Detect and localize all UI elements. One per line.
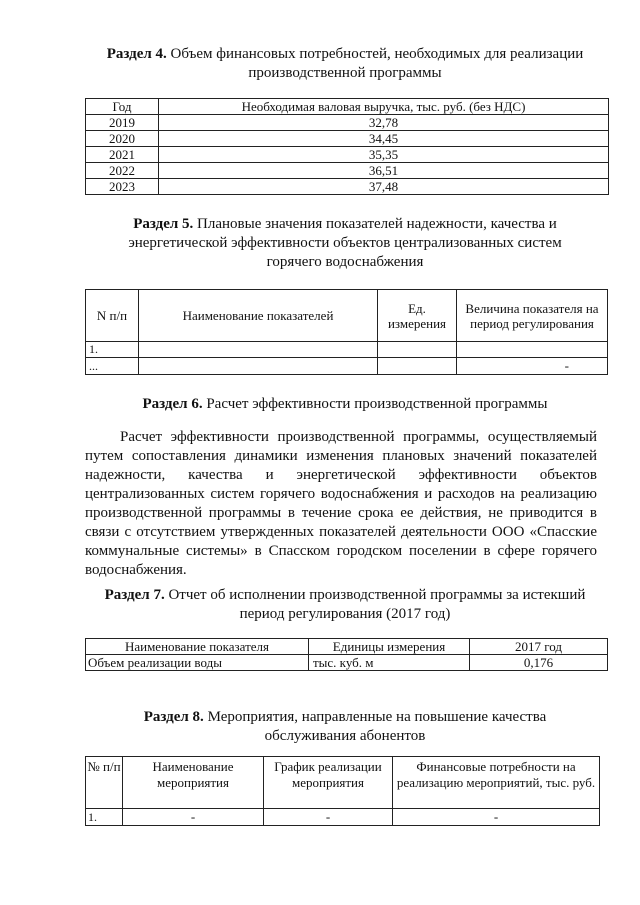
row-num: ...: [86, 358, 139, 375]
section4-heading-line2: производственной программы: [248, 65, 442, 81]
section4-table: [85, 98, 609, 195]
section5-table: [85, 289, 608, 375]
row-name: [139, 358, 378, 375]
col-value-header: Величина показателя на период регулирования: [457, 290, 608, 342]
section8-heading-bold: Раздел 8.: [143, 709, 204, 725]
col-name-header: Наименование мероприятия: [123, 757, 264, 809]
row-value: 0,176: [470, 655, 608, 671]
section8-heading-line1: Мероприятия, направленные на повышение качества: [203, 709, 547, 725]
col-name-header: Наименование показателя: [86, 639, 309, 655]
section7-heading-line1: Отчет об исполнении производственной программы за истекший: [164, 587, 586, 603]
section4-heading-bold: Раздел 4.: [106, 46, 167, 62]
col-finance-header: Финансовые потребности на реализацию мероприятий, тыс. руб.: [393, 757, 600, 809]
row-value: 37,48: [159, 179, 609, 195]
table-row: [86, 342, 608, 358]
section6-paragraph: Расчет эффективности производственной программы, осуществляемый путем сопоставления динамики изменения плановых значений показателей надежности, качества и энергетической эффективности объектов централизованных систем горячего водоснабжения и расходов на реализацию производственной программы в течение срока ее действия, не приводится в связи с отсутствием утвержденных показателей деятельности ООО «Спасские коммунальные системы» в Спасском городском поселении в сфере горячего водоснабжения.: [85, 429, 597, 578]
table-header-row: [86, 99, 609, 115]
row-unit: [378, 342, 457, 358]
row-finance: -: [393, 809, 600, 826]
row-value: 32,78: [159, 115, 609, 131]
table-row: [86, 147, 609, 163]
col-name-header: Наименование показателей: [139, 290, 378, 342]
section6-heading: [60, 395, 630, 414]
section6-heading-bold: Раздел 6.: [142, 396, 203, 412]
section7-heading: [60, 586, 630, 624]
row-unit: тыс. куб. м: [309, 655, 470, 671]
table-row: [86, 163, 609, 179]
section7-heading-bold: Раздел 7.: [104, 587, 165, 603]
table-row: [86, 131, 609, 147]
row-year: 2023: [86, 179, 159, 195]
section5-heading-line3: горячего водоснабжения: [266, 254, 424, 270]
row-num: 1.: [86, 342, 139, 358]
section5-heading: [60, 215, 630, 272]
table-row: [86, 358, 608, 375]
section4-heading-line1: Объем финансовых потребностей, необходимых для реализации: [166, 46, 584, 62]
section5-heading-line2: энергетической эффективности объектов централизованных систем: [128, 235, 562, 251]
table-header-row: [86, 757, 600, 809]
col-num-header: № п/п: [86, 757, 123, 809]
section5-heading-bold: Раздел 5.: [133, 216, 194, 232]
section5-heading-line1: Плановые значения показателей надежности, качества и: [193, 216, 557, 232]
section8-heading-line2: обслуживания абонентов: [264, 728, 426, 744]
section4-heading: [60, 45, 630, 83]
col-revenue-header: Необходимая валовая выручка, тыс. руб. (без НДС): [159, 99, 609, 115]
row-value: [457, 342, 608, 358]
col-year-header: Год: [86, 99, 159, 115]
table-row: [86, 655, 608, 671]
row-name: [139, 342, 378, 358]
row-year: 2021: [86, 147, 159, 163]
col-schedule-header: График реализации мероприятия: [264, 757, 393, 809]
col-unit-header: Ед. измерения: [378, 290, 457, 342]
row-value: 35,35: [159, 147, 609, 163]
row-name: Объем реализации воды: [86, 655, 309, 671]
row-year: 2020: [86, 131, 159, 147]
section8-heading: [60, 708, 630, 746]
section7-table: [85, 638, 608, 671]
section6-heading-rest: Расчет эффективности производственной программы: [202, 396, 548, 412]
section7-heading-line2: период регулирования (2017 год): [239, 606, 451, 622]
col-year-header: 2017 год: [470, 639, 608, 655]
col-num-header: N п/п: [86, 290, 139, 342]
row-value: -: [457, 358, 608, 375]
table-row: [86, 115, 609, 131]
table-header-row: [86, 290, 608, 342]
row-year: 2022: [86, 163, 159, 179]
col-unit-header: Единицы измерения: [309, 639, 470, 655]
row-name: -: [123, 809, 264, 826]
row-schedule: -: [264, 809, 393, 826]
section8-table: [85, 756, 600, 826]
table-header-row: [86, 639, 608, 655]
table-row: [86, 809, 600, 826]
table-row: [86, 179, 609, 195]
row-unit: [378, 358, 457, 375]
row-year: 2019: [86, 115, 159, 131]
row-value: 34,45: [159, 131, 609, 147]
row-num: 1.: [86, 809, 123, 826]
row-value: 36,51: [159, 163, 609, 179]
